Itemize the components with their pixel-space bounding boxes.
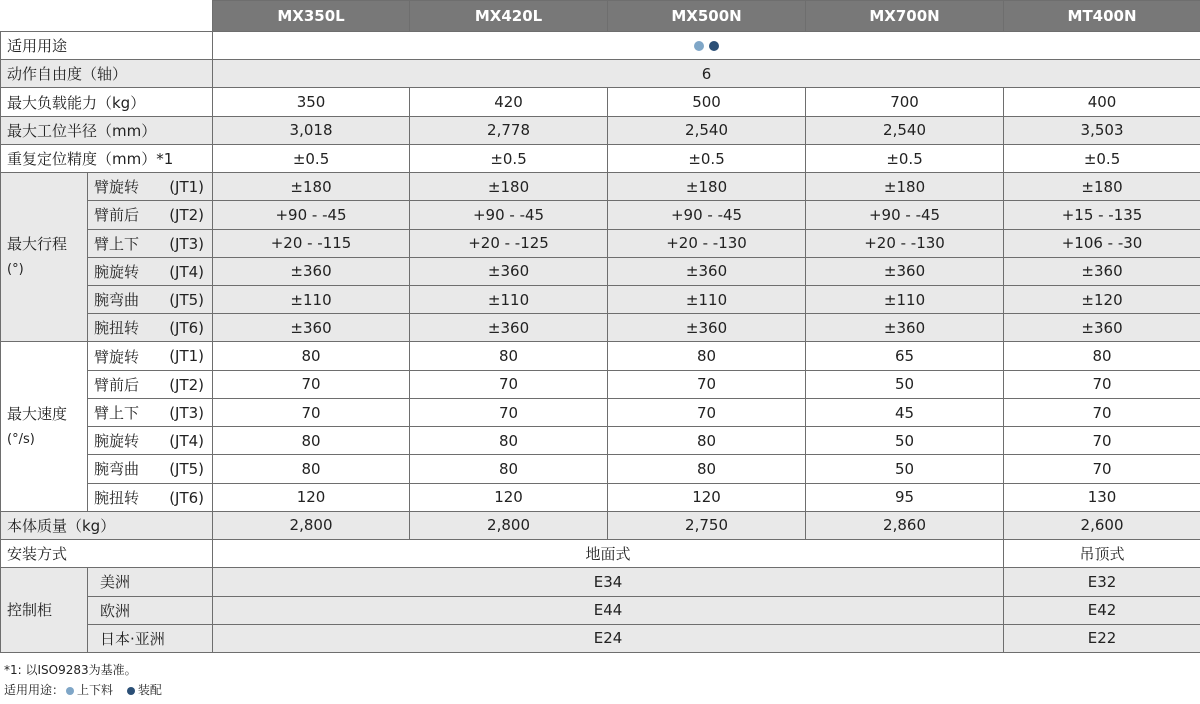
assembly-dot-icon [709,41,719,51]
axis-name: 腕旋转 [94,432,140,451]
cell: +90 - -45 [608,201,806,229]
cell: 70 [410,398,608,426]
cell: 400 [1004,88,1200,116]
cell: 2,860 [806,511,1004,539]
model-header: MX700N [806,1,1004,32]
cell: 2,750 [608,511,806,539]
controller-row [1,596,1200,624]
axis-label [88,483,213,511]
axis-name: 臂前后 [94,375,140,394]
axis-code: (JT4) [169,432,205,451]
cell: ±0.5 [213,144,410,172]
cell: ±360 [806,257,1004,285]
axis-label [88,370,213,398]
cell: 120 [608,483,806,511]
axis-code: (JT1) [169,178,205,197]
cell: 70 [213,370,410,398]
floor-controller-cell: E34 [213,568,1004,596]
cell: ±110 [806,286,1004,314]
axis-code: (JT6) [169,488,205,507]
cell: ±0.5 [1004,144,1200,172]
region-label: 欧洲 [88,596,213,624]
cell: 80 [213,455,410,483]
cell: +20 - -130 [608,229,806,257]
payload-row [1,88,1200,116]
axis-name: 腕旋转 [94,262,140,281]
controller-row [1,624,1200,652]
axis-name: 臂前后 [94,206,140,225]
cell: 130 [1004,483,1200,511]
cell: +20 - -115 [213,229,410,257]
axis-code: (JT2) [169,375,205,394]
cell: ±360 [1004,314,1200,342]
cell: 70 [213,398,410,426]
cell: 80 [410,455,608,483]
floor-controller-cell: E24 [213,624,1004,652]
ceiling-controller-cell: E32 [1004,568,1200,596]
application-legend [4,680,162,700]
cell: 80 [608,342,806,370]
motion-row [1,314,1200,342]
cell: +20 - -130 [806,229,1004,257]
motion-row [1,286,1200,314]
cell: ±180 [1004,173,1200,201]
speed-row [1,398,1200,426]
cell: ±120 [1004,286,1200,314]
cell: ±360 [1004,257,1200,285]
cell: 500 [608,88,806,116]
axis-name: 臂旋转 [94,347,140,366]
axis-name: 腕扭转 [94,488,140,507]
axis-label [88,173,213,201]
cell: 3,503 [1004,116,1200,144]
cell: 120 [213,483,410,511]
cell: 80 [410,427,608,455]
legend-handling: 上下料 [77,683,114,697]
cell: 50 [806,370,1004,398]
axis-label [88,427,213,455]
cell: ±110 [410,286,608,314]
motion-row [1,229,1200,257]
cell: ±0.5 [410,144,608,172]
axis-code: (JT3) [169,403,205,422]
group-unit: (°/s) [7,431,35,447]
cell: ±0.5 [806,144,1004,172]
header-corner [1,1,213,32]
cell: ±180 [608,173,806,201]
axis-name: 臂上下 [94,234,140,253]
model-header: MX500N [608,1,806,32]
axis-label [88,229,213,257]
axis-name: 腕弯曲 [94,291,140,310]
speed-row [1,455,1200,483]
cell: ±360 [410,314,608,342]
cell: 120 [410,483,608,511]
axis-code: (JT5) [169,291,205,309]
cell: 70 [1004,427,1200,455]
cell: +90 - -45 [213,201,410,229]
row-label: 安装方式 [1,540,213,568]
row-label: 重复定位精度（mm）*1 [1,144,213,172]
cell: 70 [1004,398,1200,426]
cell: +106 - -30 [1004,229,1200,257]
cell: 3,018 [213,116,410,144]
floor-controller-cell: E44 [213,596,1004,624]
cell: +20 - -125 [410,229,608,257]
cell: +15 - -135 [1004,201,1200,229]
speed-group-label [1,342,88,511]
handling-dot-icon [66,687,74,695]
axis-label [88,314,213,342]
axis-name: 腕扭转 [94,319,140,338]
cell: 70 [410,370,608,398]
cell: 70 [608,370,806,398]
cell: 80 [213,427,410,455]
axis-label [88,201,213,229]
handling-dot-icon [694,41,704,51]
axis-code: (JT4) [169,262,205,281]
cell: ±360 [410,257,608,285]
cell: 2,800 [410,511,608,539]
cell: 65 [806,342,1004,370]
axis-code: (JT1) [169,347,205,366]
footnotes [4,660,162,700]
group-title: 最大行程 [7,235,68,254]
group-unit: (°) [7,262,24,278]
motion-row [1,173,1200,201]
axis-code: (JT5) [169,460,205,479]
model-header: MT400N [1004,1,1200,32]
controller-row [1,568,1200,596]
cell: 95 [806,483,1004,511]
repeatability-row [1,144,1200,172]
cell: 80 [1004,342,1200,370]
cell: 80 [410,342,608,370]
row-label: 适用用途 [1,32,213,60]
cell: ±360 [806,314,1004,342]
axis-code: (JT2) [169,206,205,225]
cell: 2,778 [410,116,608,144]
cell: ±360 [213,314,410,342]
floor-mount-cell: 地面式 [213,540,1004,568]
speed-row [1,370,1200,398]
cell: 80 [213,342,410,370]
cell: 45 [806,398,1004,426]
cell: 700 [806,88,1004,116]
reach-row [1,116,1200,144]
cell: 80 [608,455,806,483]
ceiling-mount-cell: 吊顶式 [1004,540,1200,568]
axis-name: 臂旋转 [94,178,140,197]
cell: ±180 [410,173,608,201]
cell: ±360 [608,314,806,342]
max-speed-group [1,342,1200,511]
ceiling-controller-cell: E22 [1004,624,1200,652]
cell: 70 [1004,370,1200,398]
cell: 50 [806,455,1004,483]
header-row [1,1,1200,32]
cell: 2,600 [1004,511,1200,539]
legend-assembly: 装配 [137,683,162,697]
legend-label: 适用用途： [4,683,65,697]
axis-label [88,286,213,314]
cell: ±0.5 [608,144,806,172]
axis-name: 臂上下 [94,404,140,423]
mounting-row [1,540,1200,568]
application-cell [213,32,1200,60]
axis-label [88,398,213,426]
mass-row [1,511,1200,539]
dof-row [1,60,1200,88]
cell: ±360 [608,257,806,285]
cell: 80 [608,427,806,455]
axis-name: 腕弯曲 [94,460,140,479]
cell: 350 [213,88,410,116]
group-title: 最大速度 [7,404,68,423]
cell: 50 [806,427,1004,455]
row-label: 最大工位半径（mm） [1,116,213,144]
cell: ±180 [213,173,410,201]
cell: 2,540 [608,116,806,144]
model-header: MX420L [410,1,608,32]
speed-row [1,483,1200,511]
cell: 420 [410,88,608,116]
speed-row [1,342,1200,370]
footnote-iso: *1: 以ISO9283为基准。 [4,663,137,677]
axis-label [88,455,213,483]
cell: 70 [608,398,806,426]
row-label: 本体质量（kg） [1,511,213,539]
motion-row [1,201,1200,229]
cell: ±110 [608,286,806,314]
cell: ±180 [806,173,1004,201]
axis-code: (JT6) [169,319,205,338]
row-label: 最大负载能力（kg） [1,88,213,116]
assembly-dot-icon [127,687,135,695]
application-row [1,32,1200,60]
cell: +90 - -45 [806,201,1004,229]
ceiling-controller-cell: E42 [1004,596,1200,624]
row-label: 动作自由度（轴） [1,60,213,88]
cell: ±360 [213,257,410,285]
controller-group [1,568,1200,653]
cell: +90 - -45 [410,201,608,229]
axis-label [88,342,213,370]
cell: 2,540 [806,116,1004,144]
region-label: 美洲 [88,568,213,596]
region-label: 日本·亚洲 [88,624,213,652]
speed-row [1,427,1200,455]
axis-code: (JT3) [169,234,205,253]
axis-label [88,257,213,285]
motion-range-group [1,173,1200,342]
cell: 70 [1004,455,1200,483]
cell: ±110 [213,286,410,314]
model-header: MX350L [213,1,410,32]
cell: 6 [213,60,1200,88]
motion-row [1,257,1200,285]
controller-group-label: 控制柜 [1,568,88,653]
cell: 2,800 [213,511,410,539]
motion-group-label [1,173,88,342]
